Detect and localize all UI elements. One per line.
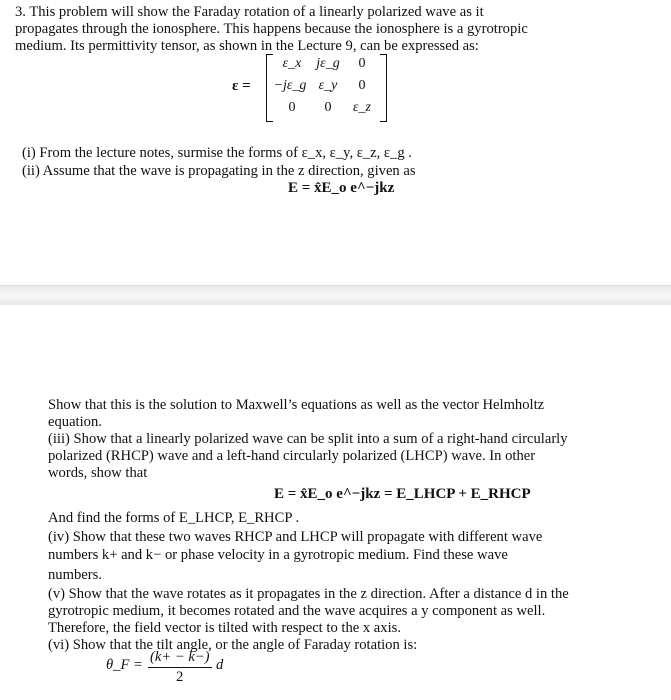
split-equation: E = x̂E_o e^−jkz = E_LHCP + E_RHCP (274, 486, 531, 502)
tensor-cell-02: 0 (358, 56, 366, 71)
part-iv-line-3: numbers. (48, 567, 102, 583)
faraday-denominator: 2 (176, 669, 184, 685)
intro-line-1: 3. This problem will show the Faraday rotation of a linearly polarized wave as it (15, 4, 484, 20)
part-i: (i) From the lecture notes, surmise the forms of ε_x, ε_y, ε_z, ε_g . (22, 145, 412, 161)
page-separator (0, 285, 671, 307)
faraday-fraction-line (148, 667, 212, 668)
part-vi-line-1: (vi) Show that the tilt angle, or the angle of Faraday rotation is: (48, 637, 418, 653)
part-iv-line-1: (iv) Show that these two waves RHCP and LHCP will propagate with different wave (48, 529, 543, 545)
continued-line-2: equation. (48, 414, 102, 430)
part-iii-line-2: polarized (RHCP) wave and a left-hand circularly polarized (LHCP) wave. In other (48, 448, 536, 464)
find-forms: And find the forms of E_LHCP, E_RHCP . (48, 510, 300, 526)
tensor-label: ε = (232, 78, 251, 94)
intro-line-3: medium. Its permittivity tensor, as shown in the Lecture 9, can be expressed as: (15, 38, 479, 54)
intro-line-2: propagates through the ionosphere. This happens because the ionosphere is a gyrotropic (15, 21, 528, 37)
tensor-cell-01: jε_g (316, 56, 340, 71)
permittivity-tensor (232, 54, 392, 122)
tensor-cell-10: −jε_g (273, 78, 307, 93)
part-iv-line-2: numbers k+ and k− or phase velocity in a gyrotropic medium. Find these wave (48, 547, 508, 563)
page-bottom (0, 305, 671, 700)
tensor-cell-00: ε_x (282, 56, 302, 71)
faraday-numerator: (k+ − k−) (150, 649, 210, 665)
tensor-cell-12: 0 (358, 78, 366, 93)
faraday-distance: d (216, 657, 224, 673)
part-iii-line-1: (iii) Show that a linearly polarized wave can be split into a sum of a right-hand circularly (48, 431, 568, 447)
part-v-line-1: (v) Show that the wave rotates as it propagates in the z direction. After a distance d in the (48, 586, 569, 602)
wave-equation: E = x̂E_o e^−jkz (288, 180, 395, 196)
page-top (0, 0, 671, 285)
tensor-cell-11: ε_y (318, 78, 338, 93)
part-v-line-2: gyrotropic medium, it becomes rotated and the wave acquires a y component as well. (48, 603, 546, 619)
faraday-lhs: θ_F = (106, 657, 143, 673)
part-v-line-3: Therefore, the field vector is tilted with respect to the x axis. (48, 620, 401, 636)
continued-line-1: Show that this is the solution to Maxwell’s equations as well as the vector Helmholtz (48, 397, 545, 413)
tensor-cell-21: 0 (324, 100, 332, 115)
tensor-cell-22: ε_z (353, 100, 371, 115)
part-ii-line-1: (ii) Assume that the wave is propagating in the z direction, given as (22, 163, 416, 179)
right-bracket (380, 54, 387, 122)
part-iii-line-3: words, show that (48, 465, 148, 481)
tensor-cell-20: 0 (288, 100, 296, 115)
